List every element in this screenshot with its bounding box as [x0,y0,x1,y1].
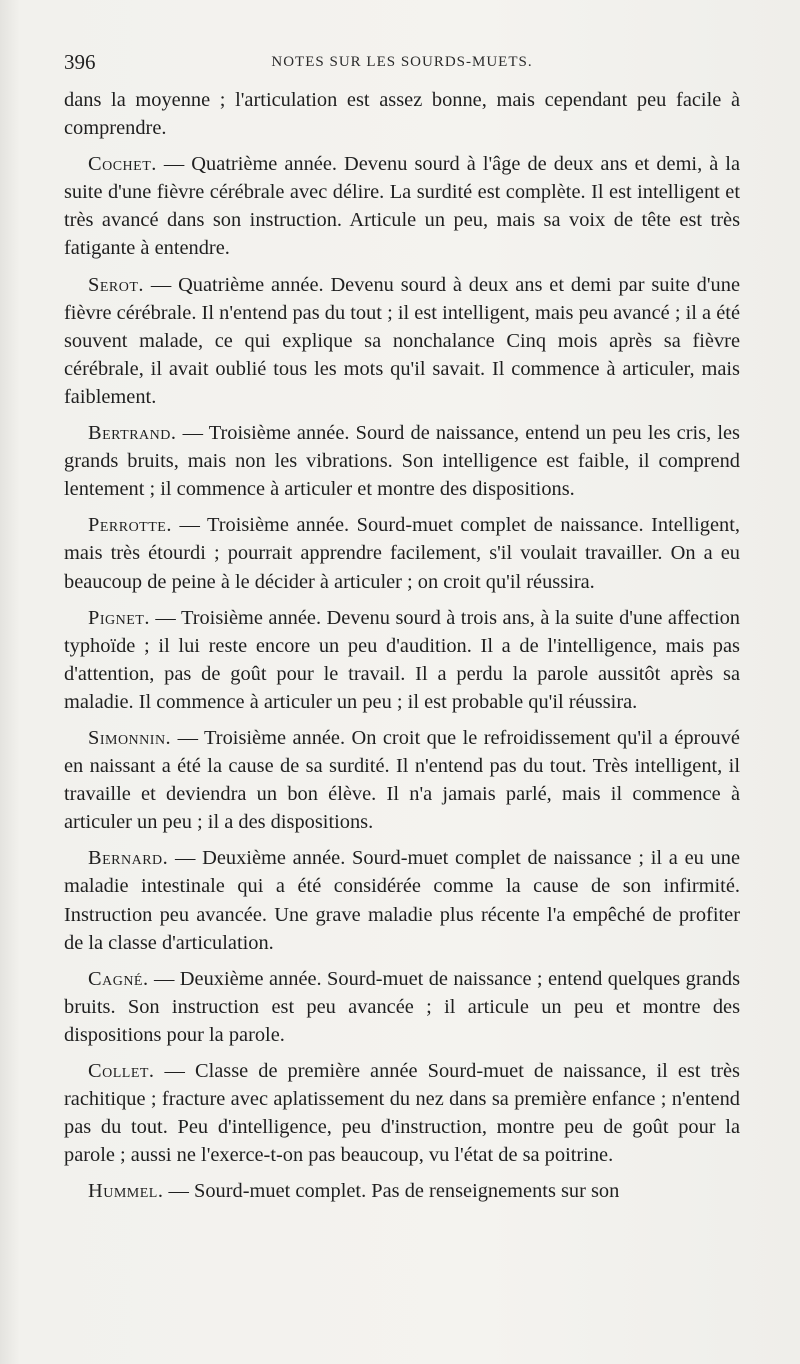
entry-name: Cagné. [88,967,149,990]
entry-text: — Deuxième année. Sourd-muet de naissance ; entend quelques grands bruits. Son instruction est peu avancée ; il articule un peu et montre des dispositions pour la parole. [64,967,740,1046]
entry-collet [64,1057,740,1169]
entry-name: Bertrand. [88,422,177,445]
entry-text: — Troisième année. On croit que le refroidissement qu'il a éprouvé en naissant a été la cause de sa surdité. Il n'entend pas du tout. Très intelligent, il travaille et deviendra un bon élève. Il n'a jamais parlé, mais il commence à articuler un peu ; il a des dispositions. [64,726,740,834]
entry-pignet [64,604,740,716]
entry-text: — Sourd-muet complet. Pas de renseignements sur son [163,1180,620,1203]
entry-text: — Troisième année. Sourd de naissance, entend un peu les cris, les grands bruits, mais non les vibrations. Son intelligence est faible, il comprend lentement ; il commence à articuler et montre des dispositions. [64,422,740,501]
entry-name: Serot. [88,273,144,296]
entry-cochet [64,150,740,262]
entry-text: — Quatrième année. Devenu sourd à l'âge de deux ans et demi, à la suite d'une fièvre cérébrale avec délire. La surdité est complète. Il est intelligent et très avancé dans son instruction. Articule un peu, mais sa voix de tête est très fatigante à entendre. [64,153,740,260]
entry-simonnin [64,724,740,836]
entry-text: — Troisième année. Devenu sourd à trois ans, à la suite d'une affection typhoïde ; il lui reste encore un peu d'audition. Il a de l'intelligence, mais pas d'attention, pas de goût pour le travail. Il a perdu la parole aussitôt après sa maladie. Il commence à articuler un peu ; il est probable qu'il réussira. [64,606,740,713]
entry-name: Pignet. [88,606,150,629]
entry-text: — Troisième année. Sourd-muet complet de naissance. Intelligent, mais très étourdi ; pourrait apprendre facilement, s'il voulait travailler. On a eu beaucoup de peine à le décider à articuler ; on croit qu'il réussira. [64,514,740,593]
entry-perrotte [64,511,740,595]
entry-text: — Classe de première année Sourd-muet de naissance, il est très rachitique ; fracture avec aplatissement du nez dans sa première enfance ; n'entend pas du tout. Peu d'intelligence, peu d'instruction, montre peu de goût pour la parole ; aussi ne l'exerce-t-on pas beaucoup, vu l'état de sa poitrine. [64,1060,740,1167]
running-title: NOTES SUR LES SOURDS-MUETS. [271,54,533,70]
page-header [64,50,740,74]
entry-text: — Deuxième année. Sourd-muet complet de naissance ; il a eu une maladie intestinale qui a été considérée comme la cause de son infirmité. Instruction peu avancée. Une grave maladie plus récente l'a empêché de profiter de la classe d'articulation. [64,847,740,954]
entry-cagne [64,965,740,1049]
page-number: 396 [64,50,96,74]
entry-hummel [64,1177,740,1205]
entry-bertrand [64,419,740,503]
entry-name: Collet. [88,1060,155,1082]
entry-name: Bernard. [88,847,169,870]
paragraph-continuation [64,86,740,142]
entry-name: Simonnin. [88,726,172,749]
paragraph-text: dans la moyenne ; l'articulation est assez bonne, mais cependant peu facile à comprendre. [64,89,740,140]
entry-name: Hummel. [88,1180,164,1203]
entry-bernard [64,844,740,956]
entry-text: — Quatrième année. Devenu sourd à deux ans et demi par suite d'une fièvre cérébrale. Il n'entend pas du tout ; il est intelligent, mais peu avancé ; il a été souvent malade, ce qui explique sa nonchalance Cinq mois après sa fièvre cérébrale, il avait oublié tous les mots qu'il savait. Il commence à articuler, mais faiblement. [64,273,740,408]
entry-name: Perrotte. [88,514,172,537]
page-body [64,86,740,1213]
entry-serot [64,271,740,411]
entry-name: Cochet. [88,153,157,176]
